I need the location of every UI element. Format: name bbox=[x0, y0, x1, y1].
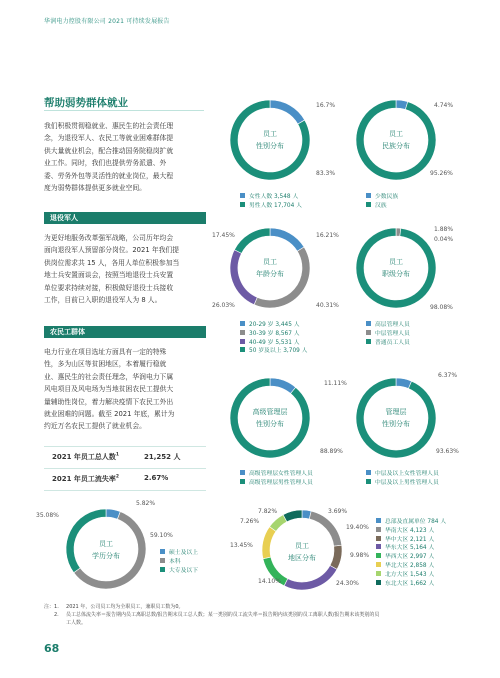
region-slice bbox=[284, 566, 337, 590]
legend-swatch bbox=[160, 567, 165, 572]
legend-swatch bbox=[376, 580, 381, 585]
legend-label: 本科 bbox=[169, 558, 181, 565]
region-slice bbox=[283, 510, 302, 522]
footnotes bbox=[44, 603, 464, 627]
section-title: 帮助弱势群体就业 bbox=[44, 97, 128, 109]
pct-label: 14.10% bbox=[258, 578, 281, 585]
legend-label: 中层及以上男性管理人员 bbox=[375, 479, 439, 486]
pct-label: 9.98% bbox=[350, 552, 370, 559]
veterans-line: 工作，目前已入职的退役军人为 8 人。 bbox=[44, 296, 162, 305]
pct-label: 83.3% bbox=[316, 170, 336, 177]
legend-item bbox=[240, 339, 307, 348]
legend-item bbox=[366, 202, 398, 211]
pct-label: 16.7% bbox=[316, 102, 336, 109]
pct-label: 11.11% bbox=[324, 380, 347, 387]
region-chart-title: 员工 地区分布 bbox=[288, 542, 316, 562]
legend-item bbox=[366, 321, 410, 330]
stats-total-value: 21,252 人 bbox=[144, 453, 181, 461]
migrant-line: 就业困难的问题。截至 2021 年底，累计为 bbox=[44, 410, 175, 419]
age-legend bbox=[240, 321, 307, 356]
veterans-line: 供岗位需求共 15 人，各用人单位积极参加当 bbox=[44, 258, 180, 267]
legend-swatch bbox=[160, 558, 165, 563]
pct-label: 5.82% bbox=[136, 500, 156, 507]
legend-item bbox=[240, 202, 302, 211]
veterans-heading: 退役军人 bbox=[44, 212, 206, 224]
pct-label: 24.30% bbox=[336, 580, 359, 587]
migrant-line: 性，多为山区等贫困地区，本着履行稳就 bbox=[44, 360, 167, 369]
legend-item bbox=[240, 470, 313, 479]
legend-label: 汉族 bbox=[375, 202, 387, 209]
migrant-line: 量辅助性岗位，着力解决疫情下农民工外出 bbox=[44, 397, 174, 406]
pct-label: 3.69% bbox=[328, 508, 348, 515]
legend-item bbox=[376, 562, 446, 571]
legend-item bbox=[240, 347, 307, 356]
report-header: 华润电力控股有限公司 2021 可持续发展报告 bbox=[44, 18, 170, 25]
legend-item bbox=[160, 558, 198, 567]
age-slice bbox=[234, 228, 270, 253]
legend-label: 高级管理层男性管理人员 bbox=[249, 479, 313, 486]
age-slice bbox=[270, 228, 304, 251]
legend-swatch bbox=[366, 330, 371, 335]
pct-label: 13.45% bbox=[230, 542, 253, 549]
intro-line: 业工作。同时，我们也提供劳务派遣、外 bbox=[44, 159, 167, 168]
legend-swatch bbox=[376, 527, 381, 532]
legend-swatch bbox=[240, 202, 245, 207]
pct-label: 95.26% bbox=[430, 170, 453, 177]
pct-label: 17.45% bbox=[212, 232, 235, 239]
legend-item bbox=[240, 330, 307, 339]
legend-label: 总部及直属单位 784 人 bbox=[385, 519, 447, 525]
legend-item bbox=[160, 549, 198, 558]
senior-mgmt-slice bbox=[270, 378, 296, 393]
pct-label: 16.21% bbox=[316, 232, 339, 239]
intro-line: 念，为退役军人、农民工等就业困难群体提 bbox=[44, 134, 174, 143]
legend-swatch bbox=[376, 536, 381, 541]
education-legend bbox=[160, 549, 198, 575]
legend-item bbox=[160, 567, 198, 576]
footnote-1-text: 2021 年，公司员工均为全职员工，兼职员工数为0。 bbox=[66, 604, 184, 610]
pct-label: 35.08% bbox=[36, 512, 59, 519]
legend-swatch bbox=[160, 549, 165, 554]
legend-label: 普通员工人员 bbox=[375, 339, 410, 346]
legend-label: 中层及以上女性管理人员 bbox=[375, 471, 439, 477]
footnote-2 bbox=[44, 611, 464, 619]
page-number: 68 bbox=[44, 642, 60, 655]
legend-swatch bbox=[376, 571, 381, 576]
veterans-line: 单位要求持续对接，积极做好退役士兵接收 bbox=[44, 283, 174, 292]
legend-label: 高级管理层女性管理人员 bbox=[249, 471, 313, 477]
legend-swatch bbox=[366, 470, 371, 475]
stats-total-label: 2021 年员工总人数 bbox=[52, 453, 116, 461]
legend-label: 华东大区 5,164 人 bbox=[385, 545, 435, 552]
legend-item bbox=[240, 193, 302, 202]
legend-label: 少数民族 bbox=[375, 194, 399, 200]
pct-label: 88.89% bbox=[320, 448, 343, 455]
legend-label: 硕士及以上 bbox=[169, 550, 198, 556]
legend-item bbox=[366, 193, 398, 202]
legend-swatch bbox=[240, 330, 245, 335]
migrant-line: 风电项目及风电场为当地贫困农民工提供大 bbox=[44, 385, 174, 394]
veterans-line: 为更好地服务改革强军战略，公司历年均会 bbox=[44, 234, 174, 242]
rank-chart-title: 员工 职级分布 bbox=[382, 258, 410, 278]
legend-item bbox=[366, 470, 439, 479]
intro-line: 供大量就业机会，配合推动国务院稳岗扩就 bbox=[44, 146, 174, 155]
legend-swatch bbox=[376, 562, 381, 567]
legend-swatch bbox=[240, 193, 245, 198]
legend-label: 30-39 岁 8,567 人 bbox=[249, 330, 300, 337]
pct-label: 4.74% bbox=[434, 102, 454, 109]
legend-label: 20-29 岁 3,445 人 bbox=[249, 322, 300, 328]
legend-label: 北方大区 1,543 人 bbox=[385, 571, 435, 578]
pct-label: 7.26% bbox=[240, 518, 260, 525]
legend-swatch bbox=[366, 321, 371, 326]
legend-swatch bbox=[240, 470, 245, 475]
mgmt-chart-title: 管理层 性别分布 bbox=[382, 408, 410, 428]
legend-item bbox=[366, 339, 410, 348]
gender-chart-title: 员工 性别分布 bbox=[256, 130, 284, 150]
pct-label: 59.10% bbox=[150, 532, 173, 539]
legend-label: 40-49 岁 5,531 人 bbox=[249, 339, 300, 346]
pct-label: 6.37% bbox=[438, 372, 458, 379]
pct-label: 7.82% bbox=[258, 508, 278, 515]
legend-label: 男性人数 17,704 人 bbox=[249, 202, 302, 209]
footnote-2-text: 员工总体流失率＝报告期内员工离职总数/报告期末员工总人数；某一类别的员工流失率＝报告期内该类别的员工离职人数/报告期末该类别的员 bbox=[66, 612, 380, 618]
legend-label: 华北大区 2,858 人 bbox=[385, 562, 435, 569]
senior-mgmt-chart-title: 高级管理层 性别分布 bbox=[252, 408, 288, 428]
footnote-1 bbox=[44, 603, 464, 611]
migrant-heading: 农民工群体 bbox=[44, 326, 206, 338]
legend-item bbox=[240, 479, 313, 488]
region-legend bbox=[376, 518, 446, 588]
legend-swatch bbox=[366, 193, 371, 198]
rank-legend bbox=[366, 321, 410, 347]
legend-label: 华南大区 4,123 人 bbox=[385, 527, 435, 534]
intro-line: 我们积极贯彻稳就业、惠民生的社会责任理 bbox=[44, 122, 174, 130]
gender-legend bbox=[240, 193, 302, 211]
stats-turnover-note: 2 bbox=[115, 474, 120, 480]
mgmt-legend bbox=[366, 470, 439, 488]
legend-label: 东北大区 1,662 人 bbox=[385, 580, 435, 587]
ethnicity-chart-title: 员工 民族分布 bbox=[382, 130, 410, 150]
legend-label: 华中大区 2,121 人 bbox=[385, 536, 435, 543]
legend-label: 大专及以下 bbox=[169, 567, 198, 574]
legend-item bbox=[366, 479, 439, 488]
education-chart-title: 员工 学历分布 bbox=[92, 540, 120, 560]
veterans-line: 地士兵安置面谈会，按照当地退役士兵安置 bbox=[44, 271, 174, 280]
pct-label: 1.88% bbox=[434, 226, 454, 233]
legend-label: 中层管理人员 bbox=[375, 330, 410, 337]
pct-label: 40.31% bbox=[316, 302, 339, 309]
stats-total-note: 1 bbox=[115, 452, 120, 458]
pct-label: 26.03% bbox=[212, 302, 235, 309]
legend-item bbox=[376, 544, 446, 553]
footnote-prefix: 注： bbox=[44, 604, 55, 610]
legend-swatch bbox=[366, 202, 371, 207]
legend-item bbox=[376, 536, 446, 545]
age-chart-title: 员工 年龄分布 bbox=[256, 258, 284, 278]
legend-item bbox=[376, 527, 446, 536]
legend-item bbox=[376, 571, 446, 580]
legend-label: 华西大区 2,997 人 bbox=[385, 554, 435, 561]
legend-swatch bbox=[366, 479, 371, 484]
legend-item bbox=[366, 330, 410, 339]
footnote-2-cont: 工人数。 bbox=[66, 620, 87, 626]
pct-label: 93.63% bbox=[436, 448, 459, 455]
legend-swatch bbox=[376, 553, 381, 558]
footnote-2-number: 2. bbox=[54, 612, 59, 618]
legend-label: 女性人数 3,548 人 bbox=[249, 194, 299, 200]
stats-turnover-label: 2021 年员工流失率 bbox=[52, 475, 116, 483]
migrant-line: 约近万名农民工提供了就业机会。 bbox=[44, 422, 146, 431]
legend-item bbox=[376, 518, 446, 527]
pct-label: 98.08% bbox=[430, 304, 453, 311]
legend-item bbox=[376, 553, 446, 562]
ethnicity-legend bbox=[366, 193, 398, 211]
legend-swatch bbox=[240, 479, 245, 484]
legend-swatch bbox=[240, 347, 245, 352]
migrant-line: 业、惠民生的社会责任理念，华润电力下属 bbox=[44, 372, 174, 381]
intro-line: 委、劳务外包等灵活性的就业岗位，最大程 bbox=[44, 171, 174, 180]
legend-label: 50 岁及以上 3,709 人 bbox=[249, 348, 308, 355]
pct-label: 19.40% bbox=[346, 524, 369, 531]
senior-mgmt-legend bbox=[240, 470, 313, 488]
intro-line: 度为弱势群体提供更多就业空间。 bbox=[44, 184, 146, 193]
legend-swatch bbox=[240, 339, 245, 344]
legend-label: 高层管理人员 bbox=[375, 322, 410, 328]
legend-item bbox=[240, 321, 307, 330]
pct-label: 0.04% bbox=[434, 236, 454, 243]
migrant-line: 电力行业在项目选址方面具有一定的特殊 bbox=[44, 348, 167, 356]
legend-swatch bbox=[376, 518, 381, 523]
footnote-1-number: 1. bbox=[54, 604, 59, 610]
veterans-line: 面向退役军人预留部分岗位。2021 年我们提 bbox=[44, 246, 180, 255]
legend-item bbox=[376, 580, 446, 589]
gender-slice bbox=[270, 100, 305, 124]
legend-swatch bbox=[240, 321, 245, 326]
stats-turnover-value: 2.67% bbox=[144, 474, 169, 482]
legend-swatch bbox=[366, 339, 371, 344]
legend-swatch bbox=[376, 544, 381, 549]
